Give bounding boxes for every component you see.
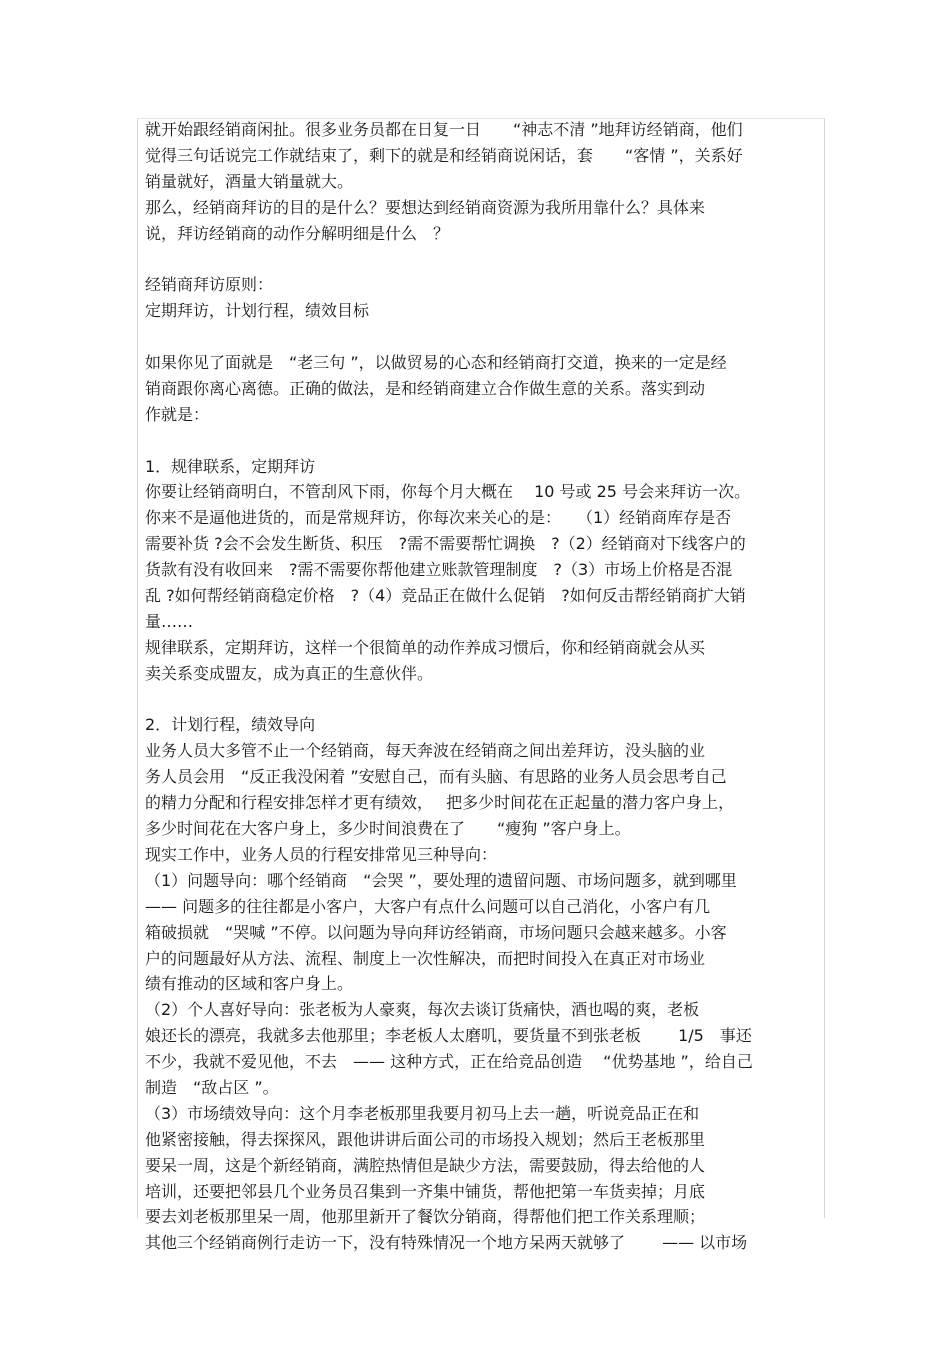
text-line: 那么，经销商拜访的目的是什么？要想达到经销商资源为我所用靠什么？具体来 [145,197,706,217]
text-line: （3）市场绩效导向：这个月李老板那里我要月初马上去一趟，听说竞品正在和 [145,1103,700,1123]
text-line: 的精力分配和行程安排怎样才更有绩效， 把多少时间花在正起量的潜力客户身上， [145,793,735,813]
text-line: 定期拜访，计划行程，绩效目标 [145,301,370,321]
section-heading: 2．计划行程，绩效导向 [145,715,316,735]
text-line: 觉得三句话说完工作就结束了，剩下的就是和经销商说闲话，套 “客情 ”，关系好 [145,145,743,165]
text-line: 他紧密接触，得去探探风，跟他讲讲后面公司的市场投入规划；然后王老板那里 [145,1129,706,1149]
text-line: 现实工作中，业务人员的行程安排常见三种导向： [145,844,498,864]
text-line: （2）个人喜好导向：张老板为人豪爽，每次去谈订货痛快，酒也喝的爽，老板 [145,1000,700,1020]
text-line: 多少时间花在大客户身上，多少时间浪费在了 “瘦狗 ”客户身上。 [145,819,631,839]
blank-line [145,246,825,272]
text-line: 其他三个经销商例行走访一下，没有特殊情况一个地方呆两天就够了 —— 以市场 [145,1233,748,1253]
text-line: 绩有推动的区域和客户身上。 [145,974,354,994]
text-line: 制造 “敌占区 ”。 [145,1077,279,1097]
blank-line [145,428,825,454]
document-body [145,117,825,1256]
section-heading: 经销商拜访原则： [145,275,274,295]
text-line: 量…… [145,611,194,631]
text-line: 业务人员大多管不止一个经销商，每天奔波在经销商之间出差拜访，没头脑的业 [145,741,706,761]
text-line: 销商跟你离心离德。正确的做法，是和经销商建立合作做生意的关系。落实到动 [145,378,706,398]
text-line: 你要让经销商明白，不管刮风下雨，你每个月大概在 10 号或 25 号会来拜访一次。 [145,482,751,502]
text-line: 销量就好，酒量大销量就大。 [145,171,354,191]
section-heading: 1．规律联系，定期拜访 [145,456,316,476]
text-line: 不少，我就不爱见他，不去 —— 这种方式，正在给竞品创造 “优势基地 ”，给自己 [145,1052,753,1072]
blank-line [145,324,825,350]
text-line: 需要补货 ?会不会发生断货、积压 ?需不需要帮忙调换 ?（2）经销商对下线客户的 [145,534,746,554]
text-line: 你来不是逼他进货的，而是常规拜访，你每次来关心的是： （1）经销商库存是否 [145,508,732,528]
text-line: （1）问题导向：哪个经销商 “会哭 ”，要处理的遗留问题、市场问题多，就到哪里 [145,870,737,890]
text-line: 要呆一周，这是个新经销商，满腔热情但是缺少方法，需要鼓励，得去给他的人 [145,1155,706,1175]
text-line: 作就是： [145,404,210,424]
text-line: 箱破损就 “哭喊 ”不停。以问题为导向拜访经销商，市场问题只会越来越多。小客 [145,922,727,942]
text-line: —— 问题多的往往都是小客户，大客户有点什么问题可以自己消化，小客户有几 [145,896,711,916]
text-line: 说，拜访经销商的动作分解明细是什么 ？ [145,223,450,243]
text-line: 户的问题最好从方法、流程、制度上一次性解决，而把时间投入在真正对市场业 [145,948,706,968]
text-line: 要去刘老板那里呆一周，他那里新开了餐饮分销商，得帮他们把工作关系理顺； [145,1207,706,1227]
text-line: 卖关系变成盟友，成为真正的生意伙伴。 [145,663,434,683]
text-line: 如果你见了面就是 “老三句 ”，以做贸易的心态和经销商打交道，换来的一定是经 [145,353,727,373]
text-line: 务人员会用 “反正我没闲着 ”安慰自己，而有头脑、有思路的业务人员会思考自己 [145,767,727,787]
text-line: 就开始跟经销商闲扯。很多业务员都在日复一日 “神志不清 ”地拜访经销商，他们 [145,120,743,139]
blank-line [145,687,825,713]
text-line: 培训，还要把邻县几个业务员召集到一齐集中铺货，帮他把第一车货卖掉；月底 [145,1181,706,1201]
text-line: 娘还长的漂亮，我就多去他那里；李老板人太磨叽，要货量不到张老板 1/5 事还 [145,1026,752,1046]
text-line: 规律联系，定期拜访，这样一个很简单的动作养成习惯后，你和经销商就会从买 [145,637,706,657]
text-line: 货款有没有收回来 ?需不需要你帮他建立账款管理制度 ?（3）市场上价格是否混 [145,560,733,580]
text-line: 乱 ?如何帮经销商稳定价格 ?（4）竞品正在做什么促销 ?如何反击帮经销商扩大销 [145,586,746,606]
